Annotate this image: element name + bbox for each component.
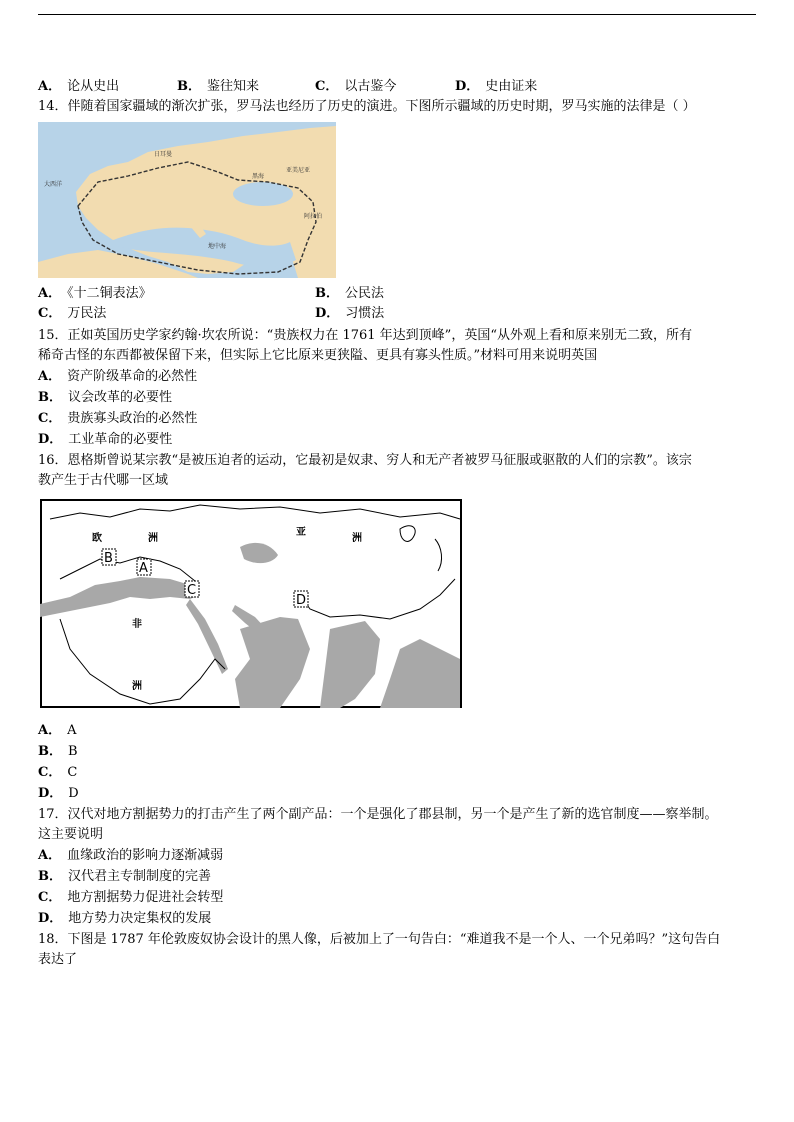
q17-option-a[interactable]: A． 血缘政治的影响力逐渐减弱: [38, 848, 224, 863]
q15-option-a[interactable]: A． 资产阶级革命的必然性: [38, 369, 198, 384]
map-marker-c: C: [187, 583, 197, 598]
roman-empire-map: [38, 122, 336, 278]
q13-option-c[interactable]: C． 以古鉴今: [315, 79, 397, 94]
q13-option-b[interactable]: B． 鉴往知来: [177, 79, 260, 94]
q15-option-c[interactable]: C． 贵族寡头政治的必然性: [38, 411, 198, 426]
q15-option-b[interactable]: B． 议会改革的必要性: [38, 390, 173, 405]
q17-option-b[interactable]: B． 汉代君主专制制度的完善: [38, 869, 212, 884]
map-label-germania: 日耳曼: [154, 151, 173, 158]
q14-option-a[interactable]: A． 《十二铜表法》: [38, 286, 152, 301]
q17-stem-line1: 17．汉代对地方割据势力的打击产生了两个副产品：一个是强化了郡县制，另一个是产生了新的选官制度——察举制。: [38, 807, 718, 822]
q15-option-d[interactable]: D． 工业革命的必要性: [38, 432, 173, 447]
q17-stem-line2: 这主要说明: [38, 827, 104, 842]
q16-stem-line2: 教产生于古代哪一区域: [38, 473, 169, 488]
q18-stem-line1: 18．下图是 1787 年伦敦废奴协会设计的黑人像，后被加上了一句告白：“难道我不是一个人、一个兄弟吗？”这句告白: [38, 932, 721, 947]
map-label-africa-2: 洲: [132, 681, 142, 692]
q16-option-a[interactable]: A． A: [38, 723, 77, 738]
q14-option-c[interactable]: C． 万民法: [38, 306, 107, 321]
q16-stem-line1: 16．恩格斯曾说某宗教“是被压迫者的运动，它最初是奴隶、穷人和无产者被罗马征服或驱散的人们的宗教”。该宗: [38, 453, 692, 468]
q13-option-a[interactable]: A． 论从史出: [38, 79, 120, 94]
q16-option-d[interactable]: D． D: [38, 786, 79, 801]
map-marker-a: A: [139, 561, 148, 576]
q16-option-b[interactable]: B． B: [38, 744, 78, 759]
map-marker-d: D: [296, 593, 307, 608]
eurasia-africa-map: [40, 499, 462, 708]
map-label-europe-2: 洲: [148, 533, 158, 544]
q15-stem-line2: 稀奇古怪的东西都被保留下来，但实际上它比原来更狭隘、更具有寡头性质。”材料可用来说明英国: [38, 348, 598, 363]
map-label-europe-1: 欧: [92, 533, 102, 544]
map-marker-b: B: [104, 551, 113, 566]
q18-stem-line2: 表达了: [38, 952, 78, 967]
q14-option-d[interactable]: D． 习惯法: [315, 306, 385, 321]
map-label-atlantic: 大西洋: [44, 181, 63, 188]
q15-stem-line1: 15．正如英国历史学家约翰·坎农所说：“贵族权力在 1761 年达到顶峰”，英国“从外观上看和原来别无二致，所有: [38, 328, 692, 343]
map-label-mediterranean: 地中海: [208, 243, 227, 250]
q14-stem: 14．伴随着国家疆域的渐次扩张，罗马法也经历了历史的演进。下图所示疆域的历史时期，罗马实施的法律是（ ）: [38, 99, 696, 114]
q17-option-d[interactable]: D． 地方势力决定集权的发展: [38, 911, 212, 926]
q16-option-c[interactable]: C． C: [38, 765, 78, 780]
map-label-arabia: 阿拉伯: [304, 213, 323, 220]
map-label-asia-1: 亚: [296, 527, 306, 538]
q13-option-d[interactable]: D． 史由证来: [455, 79, 538, 94]
map-label-africa-1: 非: [132, 619, 142, 630]
q14-option-b[interactable]: B． 公民法: [315, 286, 385, 301]
map-label-asia-2: 洲: [352, 533, 362, 544]
map-label-black-sea: 黑海: [252, 173, 265, 180]
q17-option-c[interactable]: C． 地方割据势力促进社会转型: [38, 890, 224, 905]
map-label-armenia: 亚美尼亚: [286, 167, 311, 174]
header-rule: [38, 14, 756, 15]
